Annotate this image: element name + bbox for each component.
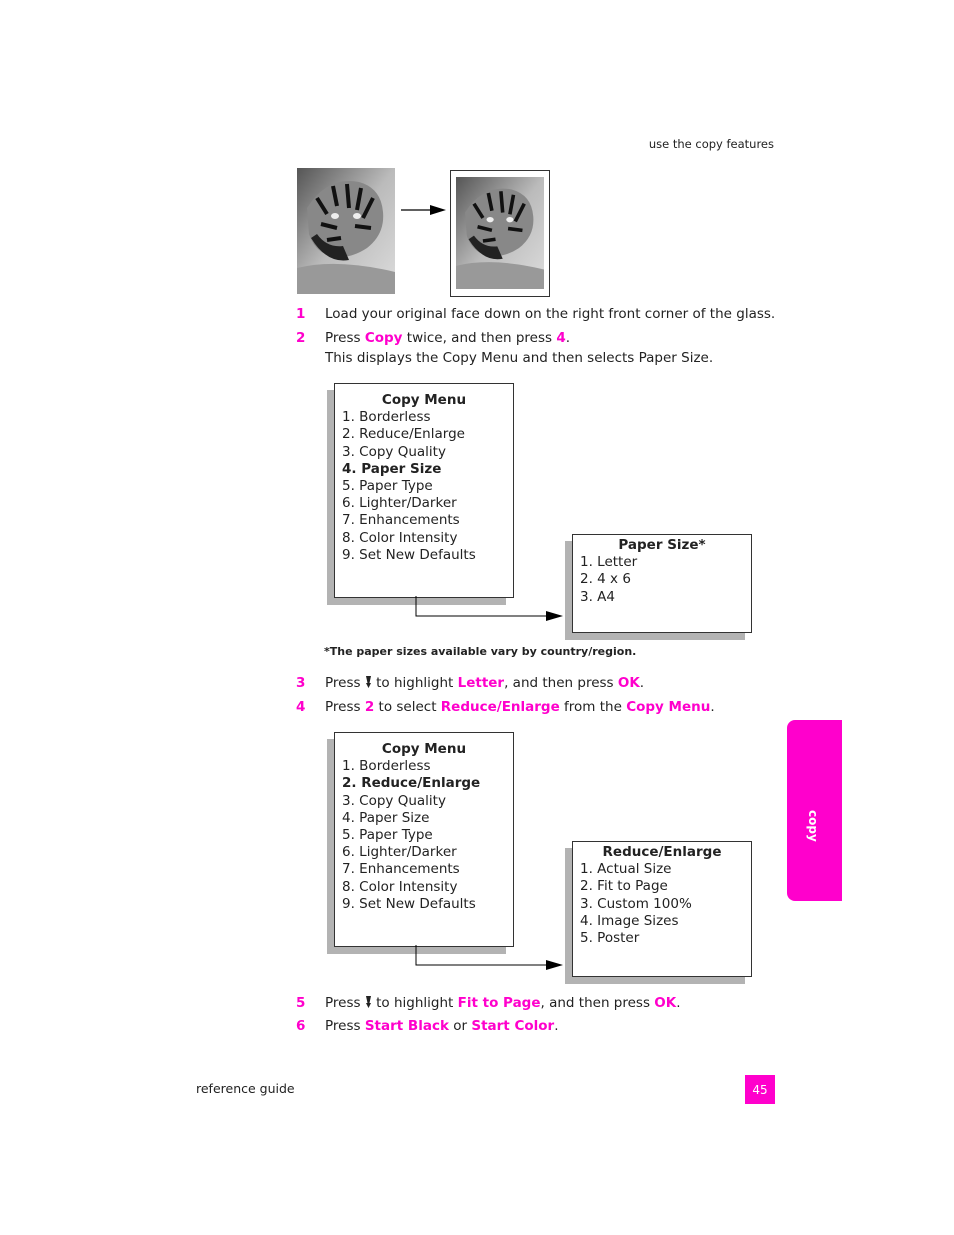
menu-title: Reduce/Enlarge [602,844,722,860]
menu-item: 3. Copy Quality [342,443,446,460]
menu-item: 4. Image Sizes [580,912,679,929]
step-text: Press to highlight Letter, and then press OK. [325,675,645,691]
menu-item: 4. Paper Size [342,809,430,826]
reduce-enlarge-menu-panel [572,841,752,977]
option-ref: Letter [457,675,505,691]
menu-item: 1. Letter [580,554,638,571]
menu-title: Copy Menu [381,392,467,408]
menu-item: 6. Lighter/Darker [342,844,457,861]
section-tab [787,720,842,901]
menu-title: Paper Size* [618,537,706,553]
footnote: *The paper sizes available vary by country/region. [324,645,637,658]
key-ref: 2 [364,699,375,715]
start-color-ref: Start Color [471,1018,555,1034]
step-text: Press 2 to select Reduce/Enlarge from the Copy Menu. [325,699,715,715]
menu-title: Copy Menu [381,741,467,757]
enlarged-photo-page [450,170,550,297]
menu-ref: Copy Menu [626,699,711,715]
step-text: Press Copy twice, and then press 4. [325,330,571,346]
menu-item: 6. Lighter/Darker [342,495,457,512]
step-number: 2 [296,330,306,346]
menu-item-selected: 4. Paper Size [342,460,442,477]
menu-item: 8. Color Intensity [342,529,458,546]
step-number: 4 [296,699,306,715]
menu-item: 1. Actual Size [580,861,672,878]
ok-button-ref: OK [617,675,640,691]
step-number: 5 [296,995,306,1011]
connector-arrow-icon [410,596,568,626]
copy-menu-panel [334,732,514,947]
option-ref: Fit to Page [457,995,541,1011]
option-ref: Reduce/Enlarge [440,699,560,715]
menu-item: 2. 4 x 6 [580,571,631,588]
step-text: Press Start Black or Start Color. [325,1018,559,1034]
menu-item: 2. Fit to Page [580,878,668,895]
step-number: 1 [296,306,306,322]
step-number: 6 [296,1018,306,1034]
start-black-ref: Start Black [364,1018,449,1034]
down-arrow-icon [365,996,372,1008]
menu-item: 5. Paper Type [342,478,433,495]
step-text: Press to highlight Fit to Page, and then press OK. [325,995,681,1011]
menu-item: 7. Enhancements [342,512,460,529]
page-number: 45 [745,1075,775,1104]
menu-item: 1. Borderless [342,758,431,775]
menu-item: 7. Enhancements [342,861,460,878]
arrow-right-icon [398,202,450,218]
menu-item-selected: 2. Reduce/Enlarge [342,775,481,792]
menu-item: 9. Set New Defaults [342,895,476,912]
menu-item: 2. Reduce/Enlarge [342,426,465,443]
step-number: 3 [296,675,306,691]
ok-button-ref: OK [654,995,677,1011]
menu-item: 3. Custom 100% [580,895,692,912]
menu-item: 1. Borderless [342,409,431,426]
copy-button-ref: Copy [364,330,403,346]
footer-guide-title: reference guide [196,1081,295,1096]
step-text: Load your original face down on the right front corner of the glass. [325,306,776,322]
running-header: use the copy features [648,137,774,151]
original-photo [297,168,395,294]
copy-menu-panel [334,383,514,598]
menu-item: 3. A4 [580,588,615,605]
menu-item: 5. Paper Type [342,827,433,844]
menu-item: 3. Copy Quality [342,792,446,809]
key-ref: 4 [556,330,566,346]
paper-size-menu-panel [572,534,752,633]
enlarged-photo [456,177,544,289]
connector-arrow-icon [410,945,568,975]
menu-item: 8. Color Intensity [342,878,458,895]
menu-item: 5. Poster [580,930,640,947]
menu-item: 9. Set New Defaults [342,546,476,563]
section-tab-label: copy [806,810,820,842]
down-arrow-icon [365,676,372,688]
